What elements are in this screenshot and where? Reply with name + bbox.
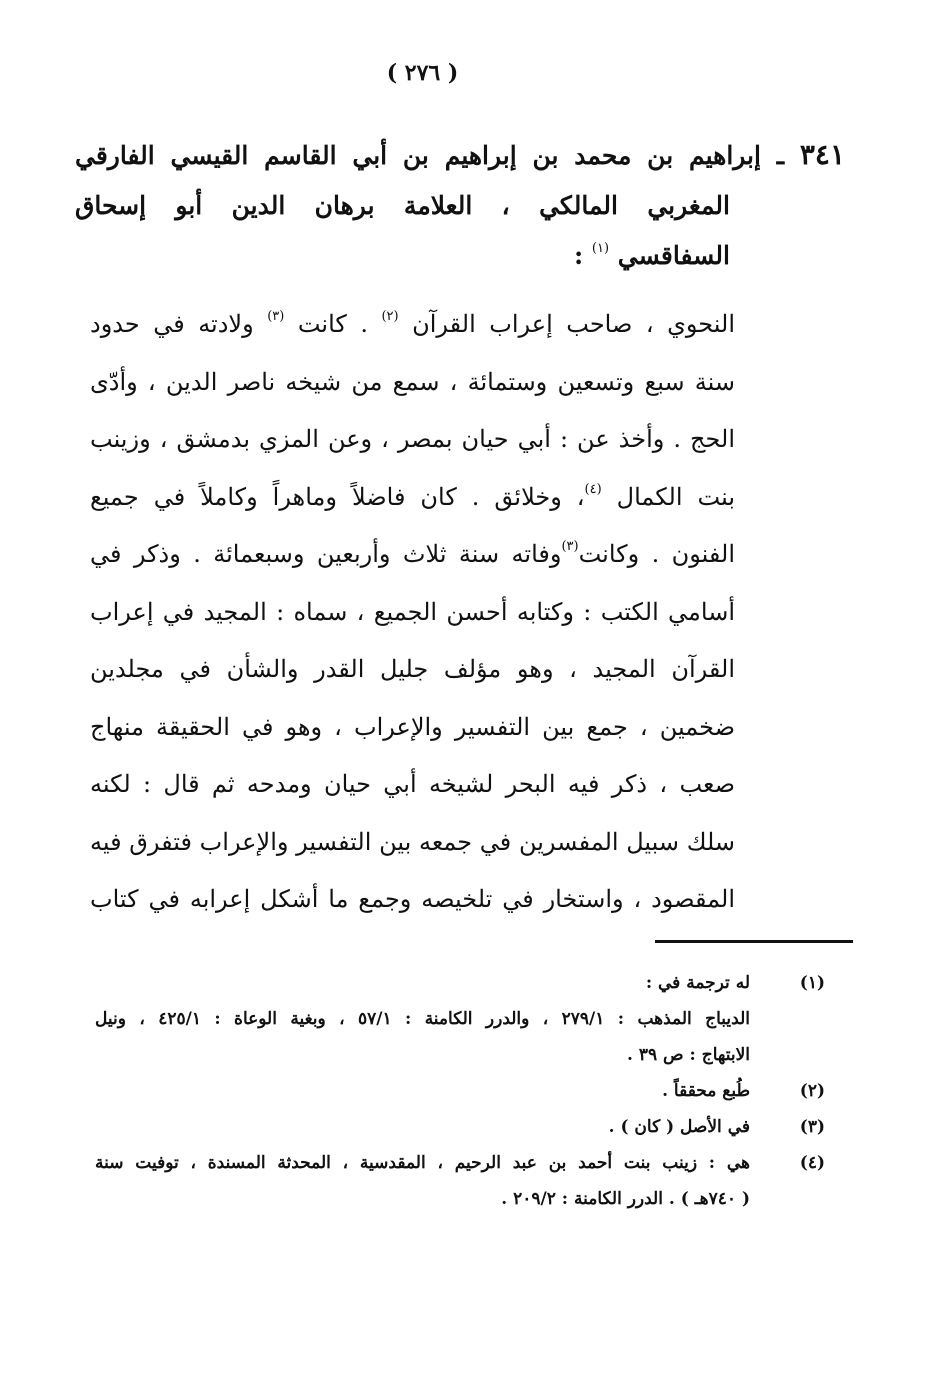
body-line4-part-b: ، وخلائق . كان فاضلاً وماهراً وكاملاً في جميع [90,482,585,511]
entry-dash: ـ [760,141,800,170]
footnote-line: ( ٧٤٠هـ ) . الدرر الكامنة : ٢٠٩/٢ . [501,1189,750,1209]
body-line5-part-a: الفنون . وكانت [578,540,735,568]
heading-line1-text: إبراهيم بن محمد بن إبراهيم بن أبي القاسم القيسي الفارقي [75,141,761,170]
body-line-3: الحج . وأخذ عن : أبي حيان بمصر ، وعن المزي بدمشق ، وزينب [90,425,735,453]
body-line4-part-a: بنت الكمال [601,482,735,511]
footnote-ref: (٢) [381,309,399,324]
footnotes [95,965,835,1217]
footnote-3 [95,1109,835,1145]
body-line1-part-b: . كانت [284,310,382,338]
heading-line3-end: : [573,241,592,270]
footnote-line: هي : زينب بنت أحمد بن عبد الرحيم ، المقدسية ، المحدثة المسندة ، توفيت سنة [95,1153,750,1173]
footnote-ref: (٣) [561,539,579,554]
entry-heading [75,130,845,281]
footnote-ref: (٤) [584,481,602,497]
body-line-4 [90,469,735,527]
footnote-1 [95,965,835,1073]
footnote-number: (٢) [799,1081,825,1101]
footnote-2 [95,1073,835,1109]
body-line-7: القرآن المجيد ، وهو مؤلف جليل القدر والشأن في مجلدين [90,655,735,683]
footnote-line: الابتهاج : ص ٣٩ . [627,1045,750,1065]
footnote-line: الديباج المذهب : ٢٧٩/١ ، والدرر الكامنة : ٥٧/١ ، وبغية الوعاة : ٤٢٥/١ ، ونيل [95,1009,750,1029]
body-text [90,296,735,929]
footnote-divider [655,940,853,943]
body-line-5 [90,526,735,584]
body-line5-part-b: وفاته سنة ثلاث وأربعين وسبعمائة . وذكر في [90,540,562,568]
footnote-ref: (١) [591,241,610,256]
footnote-4 [95,1145,835,1217]
body-line-9: صعب ، ذكر فيه البحر لشيخه أبي حيان ومدحه ثم قال : لكنه [90,770,735,798]
heading-line-3 [75,231,845,281]
footnote-number: (١) [799,973,825,993]
footnote-line: له ترجمة في : [645,973,750,993]
entry-number: ٣٤١ [799,138,846,171]
body-line-8: ضخمين ، جمع بين التفسير والإعراب ، وهو في الحقيقة منهاج [90,712,735,741]
body-line-11: المقصود ، واستخار في تلخيصه وجمع ما أشكل إعرابه في كتاب [90,885,735,913]
footnote-number: (٤) [799,1153,825,1173]
body-line1-part-a: النحوي ، صاحب إعراب القرآن [398,310,735,338]
heading-line-1 [75,130,845,181]
body-line-2: سنة سبع وتسعين وستمائة ، سمع من شيخه ناصر الدين ، وأدّى [90,367,735,396]
heading-line-2: المغربي المالكي ، العلامة برهان الدين أبو إسحاق [75,191,730,220]
body-line-1 [90,296,735,354]
heading-line3-text: السفاقسي [617,241,730,270]
page-number: ( ٢٧٦ ) [386,60,459,86]
body-line-10: سلك سبيل المفسرين في جمعه بين التفسير والإعراب فتفرق فيه [90,827,735,856]
footnote-number: (٣) [799,1117,825,1137]
body-line-6: أسامي الكتب : وكتابه أحسن الجميع ، سماه : المجيد في إعراب [90,597,735,626]
body-line1-part-c: ولادته في حدود [90,310,268,338]
footnote-line: في الأصل ( كان ) . [608,1117,750,1137]
footnote-line: طُبع محققاً . [662,1081,750,1101]
footnote-ref: (٣) [267,309,285,324]
